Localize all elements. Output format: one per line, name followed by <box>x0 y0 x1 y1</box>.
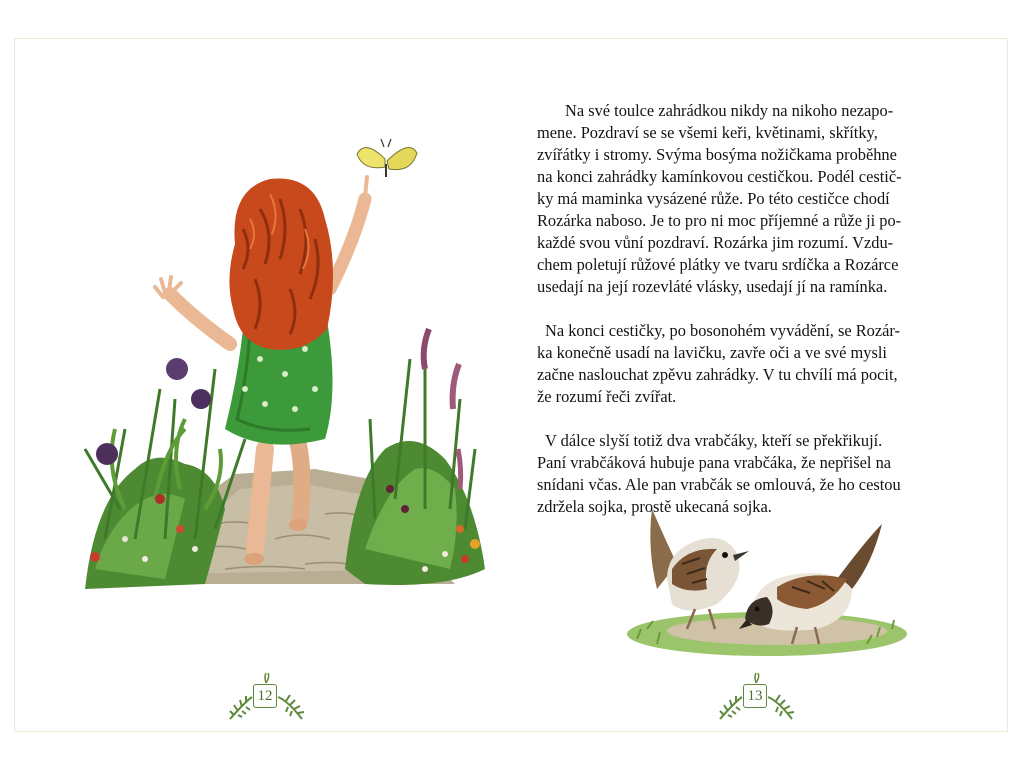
right-page <box>512 39 1009 731</box>
right-flower-bush <box>345 329 485 585</box>
girl-illustration <box>65 69 495 609</box>
sparrows-illustration <box>607 469 907 669</box>
paragraph-2: Na konci cestičky, po bosonohém vyvádění, se Rozár- ka konečně usadí na lavičku, zavře oči a ve své mysli začne naslouchat zpěvu zahrádky. V tu chvílí má pocit, že rozumí řeči zvířat. <box>537 321 901 406</box>
page-number-label: 12 <box>253 684 277 708</box>
page-number-label: 13 <box>743 684 767 708</box>
butterfly <box>357 139 417 177</box>
page-number-13 <box>716 671 796 725</box>
paragraph-3: V dálce slyší totiž dva vrabčáky, kteří se překřikují. Paní vrabčáková hubuje pana vrabčáka, že nepřišel na snídani včas. Ale pan vrabčák se omlouvá, že ho cestou zdržela sojka, prostě ukecaná sojka. <box>537 431 901 516</box>
left-page <box>15 39 512 731</box>
sparrow-left <box>650 509 749 629</box>
book-spread <box>14 38 1008 732</box>
paragraph-1: Na své toulce zahrádkou nikdy na nikoho nezapo- mene. Pozdraví se se všemi keři, květinami, skřítky, zvířátky i stromy. Svýma bosýma nožičkama proběhne na konci zahrádky kamínkovou cestičkou. Podél cestič- ky má maminka vysázené růže. Po této cestičce chodí Rozárka naboso. Je to pro ni moc příjemné a růže ji po- každé svou vůní pozdraví. Rozárka jim rozumí. Vzdu- chem poletují růžové plátky ve tvaru srdíčka a Rozárce usedají na její rozevláté vlásky, usedají jí na ramínka. <box>537 101 902 296</box>
page-number-12 <box>226 671 306 725</box>
